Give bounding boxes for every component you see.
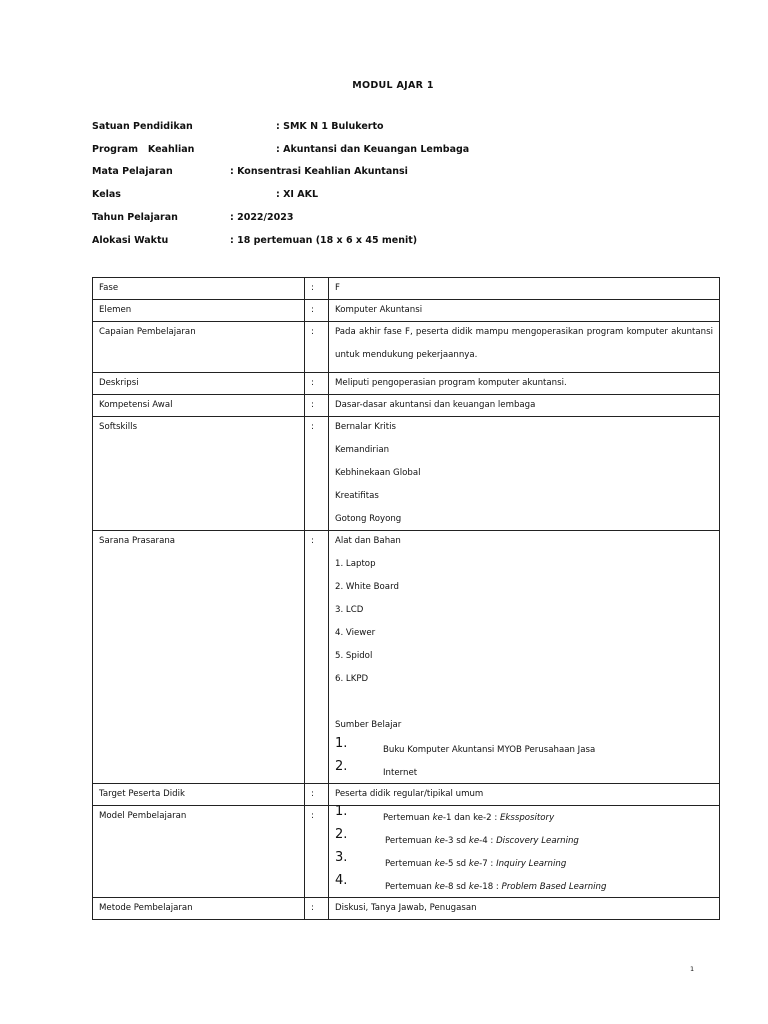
row-colon: : bbox=[305, 784, 329, 806]
row-colon: : bbox=[305, 898, 329, 920]
row-label: Model Pembelajaran bbox=[93, 806, 305, 898]
table-row-sarana-prasarana bbox=[93, 531, 720, 784]
list-item: Bernalar Kritis bbox=[335, 422, 396, 432]
list-text: Buku Komputer Akuntansi MYOB Perusahaan Jasa bbox=[383, 745, 596, 755]
list-number: 3. bbox=[335, 850, 348, 865]
model-list bbox=[329, 806, 720, 898]
info-value: : SMK N 1 Bulukerto bbox=[276, 121, 384, 132]
sarana-list bbox=[329, 531, 720, 784]
list-item: Gotong Royong bbox=[335, 514, 402, 524]
list-item: 4. Viewer bbox=[335, 628, 376, 638]
row-label: Fase bbox=[93, 278, 305, 300]
row-label: Elemen bbox=[93, 300, 305, 322]
table-row-softskills bbox=[93, 417, 720, 531]
row-label: Capaian Pembelajaran bbox=[93, 322, 305, 373]
list-item bbox=[335, 850, 713, 879]
list-number: 2. bbox=[335, 759, 348, 774]
list-number: 4. bbox=[335, 873, 348, 888]
row-label: Kompetensi Awal bbox=[93, 395, 305, 417]
row-colon: : bbox=[305, 531, 329, 784]
row-colon: : bbox=[305, 300, 329, 322]
info-label: Satuan Pendidikan bbox=[92, 121, 193, 132]
info-value: : 2022/2023 bbox=[230, 212, 294, 223]
row-colon: : bbox=[305, 278, 329, 300]
list-number: 2. bbox=[335, 827, 348, 842]
row-colon: : bbox=[305, 417, 329, 531]
list-item: Kemandirian bbox=[335, 445, 390, 455]
row-value: Komputer Akuntansi bbox=[329, 300, 720, 322]
row-colon: : bbox=[305, 322, 329, 373]
list-text: Pertemuan ke-3 sd ke-4 : Discovery Learning bbox=[385, 836, 579, 846]
row-value: F bbox=[329, 278, 720, 300]
softskills-list bbox=[329, 417, 720, 531]
row-label: Softskills bbox=[93, 417, 305, 531]
list-item: 3. LCD bbox=[335, 605, 364, 615]
row-value: Dasar-dasar akuntansi dan keuangan lembaga bbox=[329, 395, 720, 417]
table-row-target-peserta-didik bbox=[93, 784, 720, 806]
row-label: Metode Pembelajaran bbox=[93, 898, 305, 920]
table-row-metode-pembelajaran bbox=[93, 898, 720, 920]
list-item bbox=[335, 804, 713, 833]
page-number: 1 bbox=[690, 965, 695, 973]
list-text: Internet bbox=[383, 768, 418, 778]
row-value: Meliputi pengoperasian program komputer akuntansi. bbox=[329, 373, 720, 395]
module-table bbox=[92, 277, 720, 920]
info-value: : XI AKL bbox=[276, 189, 319, 200]
list-number: 1. bbox=[335, 736, 348, 751]
row-colon: : bbox=[305, 806, 329, 898]
list-item bbox=[335, 827, 713, 856]
list-number: 1. bbox=[335, 804, 348, 819]
list-item: Kreatifitas bbox=[335, 491, 379, 501]
list-item: 2. White Board bbox=[335, 582, 399, 592]
row-colon: : bbox=[305, 373, 329, 395]
list-text: Pertemuan ke-1 dan ke-2 : Eksspository bbox=[383, 813, 555, 823]
row-value: Diskusi, Tanya Jawab, Penugasan bbox=[329, 898, 720, 920]
table-row-fase bbox=[93, 278, 720, 300]
row-value: Pada akhir fase F, peserta didik mampu mengoperasikan program komputer akuntansi untuk mendukung pekerjaannya. bbox=[335, 327, 713, 360]
table-row-kompetensi-awal bbox=[93, 395, 720, 417]
table-row-deskripsi bbox=[93, 373, 720, 395]
list-item: Kebhinekaan Global bbox=[335, 468, 421, 478]
list-item bbox=[335, 873, 713, 892]
list-item: 1. Laptop bbox=[335, 559, 376, 569]
list-item bbox=[335, 736, 713, 765]
document-title: MODUL AJAR 1 bbox=[352, 80, 434, 91]
info-label: Mata Pelajaran bbox=[92, 166, 173, 177]
sumber-heading: Sumber Belajar bbox=[335, 720, 402, 730]
info-value: : Akuntansi dan Keuangan Lembaga bbox=[276, 144, 470, 155]
table-row-elemen bbox=[93, 300, 720, 322]
row-colon: : bbox=[305, 395, 329, 417]
info-label: Tahun Pelajaran bbox=[92, 212, 178, 223]
list-text: Pertemuan ke-8 sd ke-18 : Problem Based Learning bbox=[385, 882, 607, 892]
list-item bbox=[335, 759, 713, 778]
info-label: Program Keahlian bbox=[92, 144, 195, 155]
info-value: : 18 pertemuan (18 x 6 x 45 menit) bbox=[230, 235, 418, 246]
row-label: Deskripsi bbox=[93, 373, 305, 395]
table-row-capaian-pembelajaran bbox=[93, 322, 720, 373]
row-label: Sarana Prasarana bbox=[93, 531, 305, 784]
info-label: Alokasi Waktu bbox=[92, 235, 169, 246]
row-value: Peserta didik regular/tipikal umum bbox=[329, 784, 720, 806]
list-item: 6. LKPD bbox=[335, 674, 369, 684]
row-label: Target Peserta Didik bbox=[93, 784, 305, 806]
list-item: 5. Spidol bbox=[335, 651, 373, 661]
sarana-heading: Alat dan Bahan bbox=[335, 536, 401, 546]
list-text: Pertemuan ke-5 sd ke-7 : Inquiry Learning bbox=[385, 859, 567, 869]
info-label: Kelas bbox=[92, 189, 121, 200]
info-value: : Konsentrasi Keahlian Akuntansi bbox=[230, 166, 408, 177]
table-row-model-pembelajaran bbox=[93, 806, 720, 898]
